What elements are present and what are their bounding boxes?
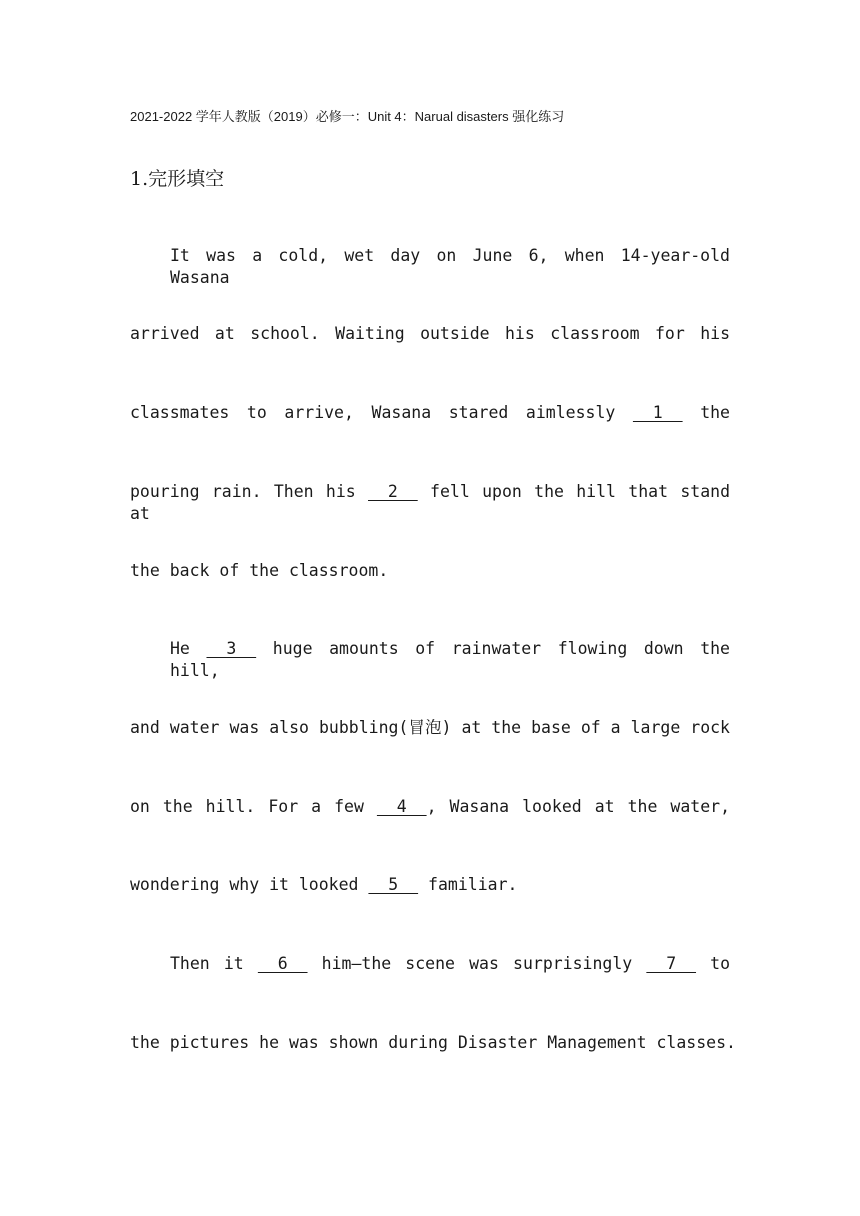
passage-text: Then it (170, 954, 244, 973)
passage-line (130, 245, 730, 287)
passage-text: pouring rain. Then his (130, 482, 356, 501)
blank-6: 6 (257, 954, 308, 973)
passage-text: the pictures he was shown during Disaster Management classes. (130, 1033, 736, 1052)
blank-7: 7 (646, 954, 697, 973)
passage-line (130, 481, 731, 523)
passage-text: the (700, 403, 730, 422)
blank-5: 5 (368, 875, 419, 894)
blank-3: 3 (206, 639, 257, 658)
passage-text: He (170, 639, 190, 658)
passage-line (130, 796, 730, 818)
section-heading: 1.完形填空 (130, 168, 225, 190)
passage-text: wondering why it looked (130, 875, 359, 894)
passage-text: classmates to arrive, Wasana stared aimlessly (130, 403, 616, 422)
blank-2: 2 (368, 482, 418, 501)
passage-text: familiar. (428, 875, 518, 894)
passage-line (130, 874, 730, 896)
passage-line (130, 638, 730, 680)
passage-text: him—the scene was surprisingly (321, 954, 633, 973)
passage-text: huge amounts of rainwater flowing down the hill, (170, 639, 730, 680)
passage-text: on the hill. For a few (130, 797, 364, 816)
blank-1: 1 (632, 403, 683, 422)
passage-text: fell upon the hill that stand at (130, 482, 731, 523)
passage-line (130, 717, 730, 739)
passage-text: the back of the classroom. (130, 561, 389, 580)
passage-line (130, 953, 730, 975)
passage-line (130, 323, 730, 345)
passage-text: to (710, 954, 731, 973)
document-title: 2021-2022 学年人教版（2019）必修一：Unit 4：Narual disasters 强化练习 (130, 109, 565, 124)
blank-4: 4 (376, 797, 427, 816)
passage-text: arrived at school. Waiting outside his classroom for his (130, 324, 730, 343)
passage-line (130, 402, 730, 424)
passage-text: It was a cold, wet day on June 6, when 14-year-old Wasana (170, 246, 730, 287)
passage-line (130, 560, 730, 582)
passage-text: , Wasana looked at the water, (426, 797, 731, 816)
passage-line (130, 1032, 736, 1054)
passage-text: and water was also bubbling(冒泡) at the base of a large rock (130, 718, 730, 737)
